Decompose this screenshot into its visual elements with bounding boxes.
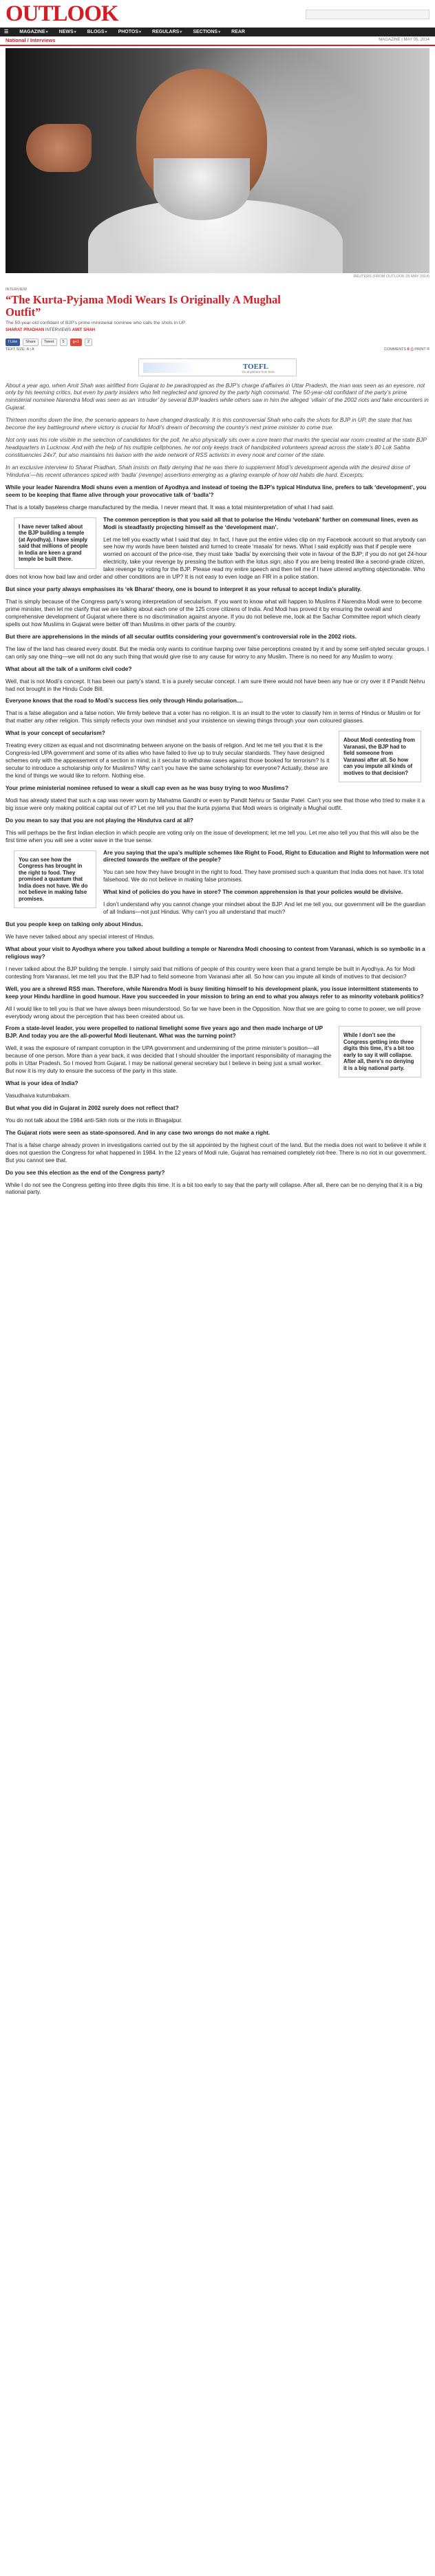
- ad-brand: TOEFL: [242, 362, 268, 371]
- author-link[interactable]: SHARAT PRADHAN: [6, 328, 45, 332]
- outlook-logo[interactable]: OUTLOOK: [6, 1, 118, 26]
- interview-answer: Well, it was the exposure of rampant corruption in the UPA government and undermining of the prime minister’s position—all because of one person. More than a year back, it was decided that I should shoulder the important responsibility of managing the polls in Uttar Pradesh. So I moved from Gujarat. I may be national general secretary but I believe in being just a small worker. But now it is my duty to ensure the success of the party in this state.: [6, 1044, 332, 1075]
- ad-subline: Go anywhere from here.: [242, 369, 275, 374]
- interview-answer: That is a false allegation and a false notion. We firmly believe that a voter has no religion. It is an insult to the voter to classify him in terms of Hindus or Muslim or for that matter any other religion. This simply reflects your own mindset and your insistence on viewing things through your own coloured glasses.: [6, 709, 421, 724]
- interview-question: From a state-level leader, you were propelled to national limelight some five years ago and then made incharge of UP BJP. And today you are the all-powerful Modi lieutenant. What was the turning point?: [6, 1024, 323, 1040]
- interview-answer: This will perhaps be the first Indian election in which people are voting only on the issue of development; let me tell you. Let me also tell you that this will also be the first time when you will see a voter wave in the true sense.: [6, 828, 419, 844]
- interview-answer: That is simply because of the Congress party’s wrong interpretation of secularism. If you want to know what will happen to Muslims if Narendra Modi were to become prime minister, then let me clarify that we are talking about each one of the 125 crore citizens of India. And Modi has proved it by ensuring the overall and comprehensive development of Gujarat where there is no discrimination against anyone. If you do not believe me, look at the Sachar Committee report which clearly spells out how Muslims in Gujarat were better off than Muslims in other parts of the country.: [6, 598, 422, 627]
- share-button[interactable]: Share: [23, 339, 39, 346]
- interview-question: Well, you are a shrewd RSS man. Therefore, while Narendra Modi is busy limiting himself to his development plank, you issue intermittent statements to keep your Hindu hardline in good humour. Have you succeeded in your mission to bring an end to what you always refer to as minority votebank politics?: [6, 985, 424, 1000]
- menu-icon[interactable]: ☰: [4, 29, 9, 34]
- site-header: [0, 0, 435, 28]
- interview-answer: All I would like to tell you is that we have always been misunderstood. So far we have been in the Opposition. Now that we are going to come to power, we will prove everybody wrong about the perception that has been created about us.: [6, 1005, 421, 1020]
- nav-item-photos[interactable]: PHOTOS▾: [118, 29, 142, 34]
- interview-answer: Well, that is not Modi’s concept. It has been our party’s stand. It is a purely secular concept. I am sure there would not have been any hue or cry over it if Pandit Nehru had not brought in the Hindu Code Bill.: [6, 677, 425, 692]
- interview-question: What about your visit to Ayodhya where you talked about building a temple or Narendra Modi choosing to contest from Varanasi, which is so symbolic in a religious way?: [6, 945, 425, 960]
- photo-figure-hand: [26, 124, 92, 172]
- qa-item: [6, 1169, 429, 1196]
- article-body: [0, 376, 435, 1196]
- chevron-down-icon: ▾: [74, 30, 76, 34]
- pull-quote: You can see how the Congress has brought in the right to food. They promised a quantum that India does not have. We do not believe in making false promises.: [14, 850, 96, 909]
- chevron-down-icon: ▾: [139, 30, 142, 34]
- pull-quote: About Modi contesting from Varanasi, the BJP had to field someone from Varanasi after all. So how can you impute all kinds of motives to that decision?: [339, 731, 421, 782]
- qa-item: [6, 1024, 429, 1075]
- hero-photo: [6, 48, 429, 273]
- qa-item: [6, 697, 429, 724]
- interview-question: But there are apprehensions in the minds of all secular outfits considering your government’s controversial role in the 2002 riots.: [6, 632, 357, 640]
- tweet-count: 5: [60, 339, 67, 346]
- pull-quote: I have never talked about the BJP building a temple (at Ayodhya). I have simply said that millions of people in India are keen a grand temple be built there.: [14, 517, 96, 569]
- qa-item: [6, 665, 429, 693]
- qa-item: [6, 985, 429, 1020]
- article-kicker: INTERVIEW: [6, 288, 27, 292]
- intro-paragraph: Not only was his role visible in the selection of candidates for the poll, he also physically sits over a core team that marks the special war room created at the state BJP headquarters in Lucknow. And with the help of his multiple cellphones, he not only keeps track of handpicked volunteers spread across the state’s 80 Lok Sabha constituencies 24x7, but also maintains his liaison with the wide network of RSS activists in every nook and corner of the state.: [6, 436, 427, 458]
- share-bar: [0, 334, 435, 347]
- qa-item: [6, 921, 429, 941]
- qa-item: [6, 484, 429, 511]
- chevron-down-icon: ▾: [105, 30, 107, 34]
- nav-item-regulars[interactable]: REGULARS▾: [152, 29, 182, 34]
- toefl-ad[interactable]: [138, 358, 297, 376]
- facebook-like-button[interactable]: f Like: [6, 339, 20, 346]
- gplus-button[interactable]: g+1: [70, 339, 82, 346]
- print-link[interactable]: PRINT: [414, 347, 426, 352]
- print-icon[interactable]: ⎙: [410, 347, 414, 352]
- tweet-button[interactable]: Tweet: [41, 339, 57, 346]
- qa-item: [6, 633, 429, 661]
- qa-item: [6, 817, 429, 844]
- interview-question: Do you mean to say that you are not playing the Hindutva card at all?: [6, 816, 193, 824]
- interview-question: Your prime ministerial nominee refused to wear a skull cap even as he was busy trying to woo Muslims?: [6, 784, 289, 791]
- nav-item-magazine[interactable]: MAGAZINE▾: [19, 29, 48, 34]
- interview-answer: Modi has already stated that such a cap was never worn by Mahatma Gandhi or even by Pandit Nehru or Sardar Patel. Can’t you see that those who tried to make it a big issue were only making political capital out of it? Let me tell you that the kurta pyjama that Modi wears is originally a Mughal outfit.: [6, 796, 425, 811]
- qa-item: [6, 888, 429, 916]
- chevron-down-icon: ▾: [218, 30, 221, 34]
- nav-item-rear[interactable]: REAR: [231, 29, 245, 34]
- header-ad-slot: [306, 10, 429, 19]
- nav-item-news[interactable]: NEWS▾: [59, 29, 76, 34]
- interview-question: The Gujarat riots were seen as state-sponsored. And in any case two wrongs do not make a right.: [6, 1128, 270, 1136]
- text-size-control[interactable]: TEXT SIZE: A | A: [6, 347, 34, 352]
- intro-paragraph: Thirteen months down the line, the scenario appears to have changed drastically. It is this controversial Shah who calls the shots for BJP in UP, the state that has become the key battleground where victory is crucial for Modi’s dream of becoming the country’s next prime minister to come true.: [6, 416, 412, 431]
- main-nav: [0, 28, 435, 36]
- byline: SHARAT PRADHAN INTERVIEWS AMIT SHAH: [6, 328, 96, 332]
- issue-date: MAGAZINE | MAY 05, 2014: [379, 38, 429, 43]
- article-deck: The 50-year-old confidant of BJP’s prime ministerial nominee who calls the shots in UP: [6, 320, 186, 325]
- interview-question: Everyone knows that the road to Modi’s success lies only through Hindu polarisation....: [6, 697, 243, 705]
- interview-question: What is your idea of India?: [6, 1080, 78, 1087]
- breadcrumb: [0, 36, 435, 46]
- subject-link[interactable]: AMIT SHAH: [72, 328, 96, 332]
- qa-item: [6, 516, 429, 581]
- interview-question: What kind of policies do you have in store? The common apprehension is that your policies would be divisive.: [103, 888, 403, 896]
- interview-question: What about all the talk of a uniform civil code?: [6, 665, 132, 672]
- photo-figure-beard: [153, 158, 250, 220]
- pull-quote: While I don’t see the Congress getting into three digits this time, it’s a bit too early to say it will collapse. After all, there’s no denying it is a big national party.: [339, 1026, 421, 1077]
- gplus-count: 2: [85, 339, 92, 346]
- nav-item-blogs[interactable]: BLOGS▾: [87, 29, 107, 34]
- comments-link[interactable]: COMMENTS: [384, 347, 407, 352]
- qa-list: [6, 484, 429, 1196]
- qa-item: [6, 1104, 429, 1124]
- section-link[interactable]: National / Interviews: [6, 37, 56, 44]
- qa-item: [6, 729, 429, 780]
- interview-answer: The law of the land has cleared every doubt. But the media only wants to continue harping over false perceptions created by it and by some self-styled secular groups. I can only say one thing—we will not do any such thing that would give rise to any cause for worry to any Muslim. There is no need for any Muslim to worry.: [6, 645, 429, 660]
- intro-paragraph: About a year ago, when Amit Shah was airlifted from Gujarat to be paradropped as the BJP’s charge d’affaires in Uttar Pradesh, the man was seen as an eyesore, not only by his teeming critics, but even by party insiders who felt neglected and ignored by the party high command. The 50-year-old confidant of the party’s prime ministerial nominee Narendra Modi was seen as an ‘intruder’ by several BJP leaders while others saw in him the alleged ‘villain’ of the 2002 riots and fake encounters in Gujarat.: [6, 381, 429, 411]
- interview-answer: You do not talk about the 1984 anti-Sikh riots or the riots in Bhagalpur.: [6, 1116, 183, 1124]
- email-icon[interactable]: ✉: [427, 347, 429, 352]
- chevron-down-icon: ▾: [180, 30, 182, 34]
- interview-question: But since your party always emphasises its ‘ek Bharat’ theory, one is bound to interpret it as your refusal to accept India’s plurality.: [6, 586, 362, 593]
- intro-paragraph: In an exclusive interview to Sharat Pradhan, Shah insists on flatly denying that he was there to supplement Modi’s development agenda with the desired dose of ‘Hindutva’—his recent utterances spiced with ‘badla’ (revenge) assertions emerging as a glaring example of how old habits die hard. Excerpts:: [6, 463, 410, 478]
- interview-answer: I never talked about the BJP building the temple. I simply said that millions of people of this country were keen that a grand temple be built in Ayodhya. As for Modi contesting from Varanasi, let me tell you that the BJP had to field someone from Varanasi after all. So how can you impute all kinds of motives to that decision?: [6, 965, 416, 980]
- chevron-down-icon: ▾: [45, 30, 48, 34]
- qa-item: [6, 945, 429, 980]
- interview-answer: You can see how they have brought in the right to food. They have promised such a quantum that India does not have. It’s total falsehood. We do not believe in making false promises.: [103, 868, 424, 883]
- interview-question: The common perception is that you said all that to polarise the Hindu ‘votebank’ further on communal lines, even as Modi is steadfastly projecting himself as the ‘development man’.: [103, 515, 418, 530]
- interview-answer: That is a false charge already proven in investigations carried out by the sit appointed by the highest court of the land. But the media does not want to believe it while it does not question the Congress for what happened in 1984. In the 12 years of Modi rule, Gujarat has remained completely riot-free. There is no riot in our government. But you cannot see that.: [6, 1141, 427, 1163]
- photo-credit: REUTERS (FROM OUTLOOK 05 MAY 2014): [353, 275, 429, 279]
- qa-item: [6, 1129, 429, 1164]
- nav-item-sections[interactable]: SECTIONS▾: [193, 29, 221, 34]
- interview-question: But what you did in Gujarat in 2002 surely does not reflect that?: [6, 1104, 179, 1111]
- article-tools: [0, 347, 435, 354]
- interview-question: But you people keep on talking only about Hindus.: [6, 921, 143, 928]
- interview-question: While your leader Narendra Modi shuns even a mention of Ayodhya and instead of toeing the BJP’s typical Hindutva line, prefers to talk ‘development’, you seem to be keeping that flame alive through your provocative talk of ‘badla’?: [6, 483, 427, 498]
- interview-answer: That is a totally baseless charge manufactured by the media. I never meant that. It was a total misinterpretation of what I had said.: [6, 503, 335, 511]
- interview-answer: Vasudhaiva kutumbakam.: [6, 1092, 71, 1099]
- qa-item: [6, 586, 429, 628]
- article-headline: “The Kurta-Pyjama Modi Wears Is Originally A Mughal Outfit”: [6, 292, 281, 319]
- interview-answer: Let me tell you exactly what I said that day. In fact, I have put the entire video clip on my Facebook account so that anybody can see how my words have been twisted and turned to create ‘masala’ for news. What I said explicitly was that if people were worried on account of the price-rise, they must take ‘badla’ by exercising their vote in favour of the BJP; if you do not get 24-hour electricity, take your revenge by pressing the button with the lotus sign; also if you are being treated like a second-grade citizen, take revenge by voting for the BJP. Please read my entire speech and then tell me if I have uttered anything objectionable. Who does not know how bad law and order and other conditions are in UP? It is not easy to even lodge an FIR in a police station.: [6, 535, 427, 581]
- interview-question: Are you saying that the upa’s multiple schemes like Right to Food, Right to Education and Right to Information were not directed towards the welfare of the people?: [103, 848, 429, 863]
- interview-answer: I don’t understand why you cannot change your mindset about the BJP. And let me tell you, our government will be the guardian of all Indians—not just Hindus. Why can’t you all understand that much?: [103, 901, 425, 916]
- interview-question: Do you see this election as the end of the Congress party?: [6, 1168, 165, 1176]
- qa-item: [6, 784, 429, 812]
- qa-item: [6, 1080, 429, 1099]
- interview-answer: While I do not see the Congress getting into three digits this time. It is a bit too early to say that the party will collapse. After all, there can be no denying that it is a big national party.: [6, 1181, 423, 1196]
- interview-question: What is your concept of secularism?: [6, 729, 105, 737]
- interview-answer: Treating every citizen as equal and not discriminating between anyone on the basis of religion. And let me tell you that it is the Congress-led UPA government and some of its allies who have failed to live up to truly secular standards. They have designed schemes only with the appeasement of a section in mind; is it secular to withdraw cases against those booked for terrorism? Is it secular to introduce a scholarship only for Muslims? Why can’t you have the same scholarship for everyone? Actually, these are the kind of things we would like to reform. Nothing else.: [6, 742, 330, 779]
- comments-count: 6: [407, 347, 410, 352]
- interview-answer: We have never talked about any special interest of Hindus.: [6, 933, 155, 940]
